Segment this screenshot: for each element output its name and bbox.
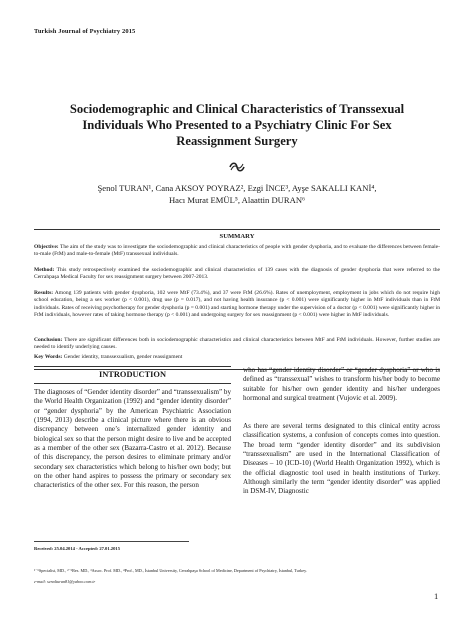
page-number: 1 xyxy=(434,591,439,601)
title-line-1: Sociodemographic and Clinical Characteristics of Transsexual xyxy=(69,102,405,116)
ornament-icon xyxy=(228,161,246,173)
title-line-2: Individuals Who Presented to a Psychiatry Clinic For Sex xyxy=(82,118,392,132)
keywords-label: Key Words: xyxy=(34,354,63,360)
summary-section xyxy=(34,229,440,370)
abstract-results xyxy=(34,290,440,320)
conclusion-label: Conclusion: xyxy=(34,337,63,343)
abstract-conclusion xyxy=(34,337,440,352)
corresponding-email: e-mail: senolturan81@yahoo.com.tr xyxy=(34,579,96,584)
author-list xyxy=(40,182,434,206)
results-label: Results: xyxy=(34,290,54,296)
method-label: Method: xyxy=(34,267,55,273)
title-line-3: Reassignment Surgery xyxy=(176,134,298,148)
author-affiliations: ¹⁻⁶Specialist, MD., ²⁻⁶Res. MD., ³Assoc. Prof. MD., ⁴Prof., MD., İstanbul University, Cerrahpaşa School of Medicine, Department of Psychiatry, İstanbul, Turkey. xyxy=(34,568,307,573)
results-text: Among 139 patients with gender dysphoria, 102 were MtF (73.4%), and 37 were FtM (26.6%). Rates of unemployment, employment in jobs which do not require high school education, being a sex worker (p < 0.001), drug use (p = 0.017), and not having health insurance (p < 0.001) were significantly higher in MtF individuals than in FtM individuals. Rates of receiving psychotherapy for gender dysphoria (p = 0.001) and starting hormone therapy under the supervision of a doctor (p < 0.001) were significantly higher in FtM individuals, however rates of taking hormone therapy (p < 0.001) and undergoing surgery for sex reassignment (p < 0.001) were higher in MtF individuals. xyxy=(34,290,440,319)
intro-right-paragraph-2: As there are several terms designated to this clinical entity across classification systems, a confusion of concepts comes into question. The broad term “gender identity disorder” and its subdivision “transsexualism” are used in the International Classification of Diseases – 10 (ICD-10) (World Health Organization 1992), which is the official diagnostic tool used in health institutions of Turkey. Although similarly the term “gender identity disorder” was applied in DSM-IV, Diagnostic xyxy=(243,422,440,496)
footnote-divider xyxy=(34,541,189,542)
journal-name: Turkish Journal of Psychiatry 2015 xyxy=(34,28,136,35)
conclusion-text: There are significant differences both in sociodemographic characteristics and clinical characteristics between MtF and FtM individuals. However, further studies are needed to identify underlying causes. xyxy=(34,337,440,351)
intro-right-paragraph-1: who has “gender identity disorder” or “gender dysphoria” or who is defined as “transsexual” wishes to transform his/her body to become suitable for his/her own gender identity and his/her undergoes hormonal and surgical treatment (Vujovic et al. 2009). xyxy=(243,366,440,403)
objective-label: Objective: xyxy=(34,244,59,250)
article-title xyxy=(40,101,434,149)
abstract-method xyxy=(34,267,440,282)
objective-text: The aim of the study was to investigate the sociodemographic and clinical characteristics of people with gender dysphoria, and to evaluate the differences between female-to-male (FtM) and male-to-female (MtF) transsexual individuals. xyxy=(34,244,440,258)
abstract-objective xyxy=(34,244,440,259)
summary-heading: SUMMARY xyxy=(219,233,255,240)
keywords-text: Gender identity, transsexualism, gender reassignment xyxy=(62,354,183,360)
method-text: This study retrospectively examined the sociodemographic and clinical characteristics of 139 cases with the diagnosis of gender dysphoria that were referred to the Cerrahpaşa Medical Faculty for sex reassignment surgery between 2007-2013. xyxy=(34,267,440,281)
received-dates: Received: 25.04.2014 - Accepted: 27.01.2015 xyxy=(34,546,120,551)
authors-line-1: Şenol TURAN¹, Cana AKSOY POYRAZ², Ezgi İNCE³, Ayşe SAKALLI KANİ⁴, xyxy=(97,183,377,193)
keywords xyxy=(34,354,440,361)
authors-line-2: Hacı Murat EMÜL⁵, Alaattin DURAN⁶ xyxy=(168,195,306,205)
introduction-heading: INTRODUCTION xyxy=(34,366,231,384)
intro-left-paragraph: The diagnoses of “Gender identity disorder” and “transsexualism” by the World Health Organization (1992) and “gender identity disorder” or “gender dysphoria” by the American Psychiatric Association (1994, 2013) describe a clinical picture where there is an obvious discrepancy between one’s internalized gender identity and biological sex so that the person might desire to live and be accepted as a member of the other sex (Bazarra-Castro et al. 2012). Because of this discrepancy, the person desires to eliminate primary and/or secondary sex characteristics which belong to his/her own body; but on the other hand aspires to possess the primary or secondary sex characteristics of the other sex. For this reason, the person xyxy=(34,388,231,490)
